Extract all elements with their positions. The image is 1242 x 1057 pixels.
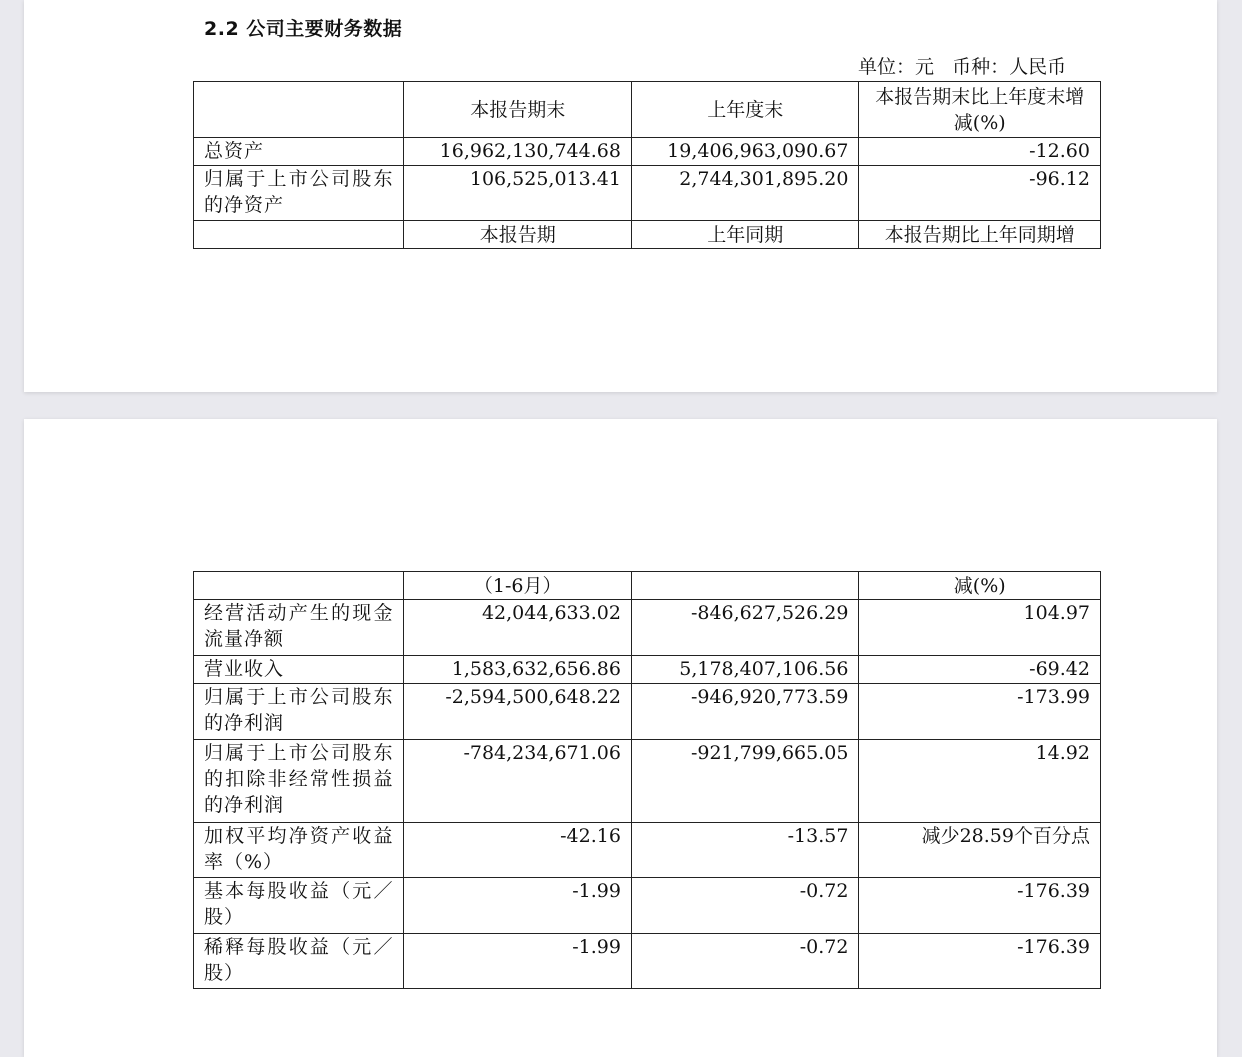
row-label: 归属于上市公司股东的净资产 [194, 166, 404, 221]
table-row [194, 684, 1101, 740]
document-page-1 [24, 0, 1217, 392]
cell-change: 104.97 [859, 600, 1101, 656]
table-row [194, 740, 1101, 823]
table-row [194, 934, 1101, 989]
cell-current: -2,594,500,648.22 [404, 684, 632, 740]
header-cell-blank-2 [631, 572, 859, 600]
cell-current: -1.99 [404, 934, 632, 989]
subheader-cell-prior-year-same-period: 上年同期 [631, 221, 859, 249]
cell-change: 14.92 [859, 740, 1101, 823]
subheader-cell-change: 本报告期比上年同期增 [859, 221, 1101, 249]
unit-currency-line: 单位：元 币种：人民币 [858, 56, 1067, 78]
cell-previous: -946,920,773.59 [631, 684, 859, 740]
cell-previous: -13.57 [631, 823, 859, 878]
subheader-cell-blank [194, 221, 404, 249]
table-row [194, 138, 1101, 166]
cell-previous: -846,627,526.29 [631, 600, 859, 656]
header-cell-blank [194, 572, 404, 600]
table-header-row [194, 572, 1101, 600]
row-label: 营业收入 [194, 656, 404, 684]
header-cell-blank [194, 82, 404, 138]
row-label: 归属于上市公司股东的扣除非经常性损益的净利润 [194, 740, 404, 823]
document-page-2 [24, 419, 1217, 1057]
row-label: 稀释每股收益（元／股） [194, 934, 404, 989]
table-row [194, 166, 1101, 221]
table-row [194, 600, 1101, 656]
row-label: 总资产 [194, 138, 404, 166]
row-label: 归属于上市公司股东的净利润 [194, 684, 404, 740]
subheader-cell-current-period: 本报告期 [404, 221, 632, 249]
header-cell-prior-year-end: 上年度末 [631, 82, 859, 138]
cell-current: 16,962,130,744.68 [404, 138, 632, 166]
cell-previous: 5,178,407,106.56 [631, 656, 859, 684]
cell-previous: -0.72 [631, 878, 859, 934]
header-cell-current-period-end: 本报告期末 [404, 82, 632, 138]
row-label: 基本每股收益（元／股） [194, 878, 404, 934]
header-cell-change-continued: 减(%) [859, 572, 1101, 600]
cell-current: -1.99 [404, 878, 632, 934]
section-heading: 2.2 公司主要财务数据 [204, 18, 403, 40]
table-row [194, 823, 1101, 878]
cell-current: 42,044,633.02 [404, 600, 632, 656]
table-row [194, 878, 1101, 934]
cell-current: -42.16 [404, 823, 632, 878]
cell-change: 减少28.59个百分点 [859, 823, 1101, 878]
cell-change: -173.99 [859, 684, 1101, 740]
cell-change: -176.39 [859, 934, 1101, 989]
cell-change: -176.39 [859, 878, 1101, 934]
cell-change: -12.60 [859, 138, 1101, 166]
cell-previous: 19,406,963,090.67 [631, 138, 859, 166]
financial-table-balance [193, 81, 1101, 249]
header-cell-change: 本报告期末比上年度末增减(%) [859, 82, 1101, 138]
financial-table-income [193, 571, 1101, 989]
table-row [194, 656, 1101, 684]
cell-previous: -0.72 [631, 934, 859, 989]
cell-current: 106,525,013.41 [404, 166, 632, 221]
table-header-row [194, 82, 1101, 138]
cell-change: -69.42 [859, 656, 1101, 684]
cell-change: -96.12 [859, 166, 1101, 221]
cell-previous: -921,799,665.05 [631, 740, 859, 823]
table-subheader-row [194, 221, 1101, 249]
row-label: 经营活动产生的现金流量净额 [194, 600, 404, 656]
row-label: 加权平均净资产收益率（%） [194, 823, 404, 878]
cell-current: -784,234,671.06 [404, 740, 632, 823]
cell-previous: 2,744,301,895.20 [631, 166, 859, 221]
header-cell-period-months: （1-6月） [404, 572, 632, 600]
cell-current: 1,583,632,656.86 [404, 656, 632, 684]
